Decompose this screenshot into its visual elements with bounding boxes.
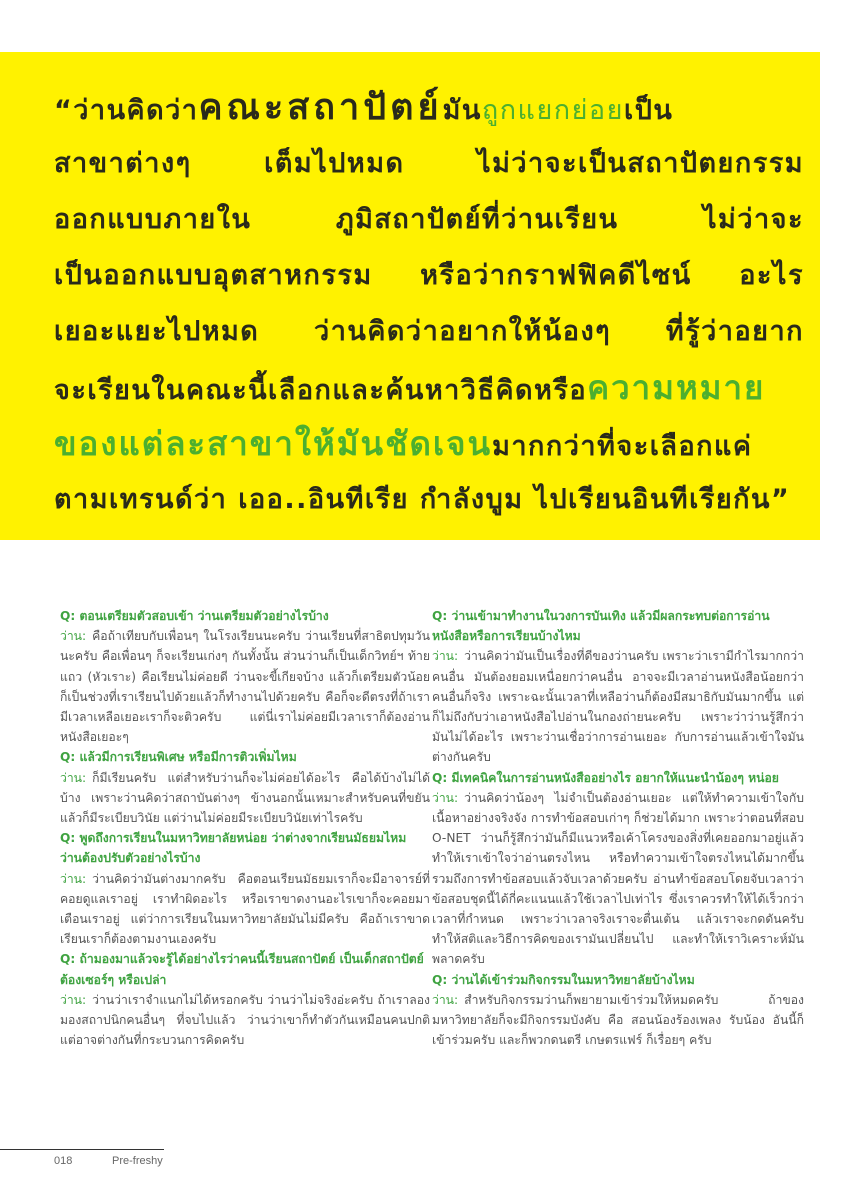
quote-segment: ออกแบบภายใน ภูมิสถาปัตย์ที่ว่านเรียน ไม่ว่าจะ xyxy=(54,204,804,235)
qa-answer xyxy=(432,788,804,970)
speaker-label: ว่าน: xyxy=(60,629,87,644)
qa-question: Q: ถ้ามองมาแล้วจะรู้ได้อย่างไรว่าคนนี้เรียนสถาปัตย์ เป็นเด็กสถาปัตย์ต้องเซอร์ๆ หรือเปล่า xyxy=(60,952,424,987)
speaker-label: ว่าน: xyxy=(60,992,87,1007)
pull-quote-line xyxy=(54,192,804,248)
quote-highlight: คณะสถาปัตย์ xyxy=(198,87,443,128)
quote-segment: “ว่านคิดว่า xyxy=(54,95,199,126)
qa-answer xyxy=(60,768,430,829)
qa-item xyxy=(60,828,430,949)
qa-item xyxy=(60,606,430,747)
qa-question: Q: แล้วมีการเรียนพิเศษ หรือมีการติวเพิ่มไหม xyxy=(60,750,297,765)
speaker-label: ว่าน: xyxy=(432,992,459,1007)
qa-answer xyxy=(60,869,430,950)
qa-question: Q: มีเทคนิคในการอ่านหนังสืออย่างไร อยากให้แนะนำน้องๆ หน่อย xyxy=(432,770,779,785)
speaker-label: ว่าน: xyxy=(432,790,459,805)
pull-quote-line xyxy=(54,304,804,360)
answer-text: ก็มีเรียนครับ แต่สำหรับว่านก็จะไม่ค่อยได้อะไร คือได้บ้างไม่ได้บ้าง เพราะว่านคิดว่าสถาบันต่างๆ ข้างนอกนั้นเหมาะสำหรับคนที่ขยันแล้วก็มีระเบียบวินัย แต่ว่านไม่ค่อยมีระเบียบวินัยเท่าไรครับ xyxy=(60,770,430,826)
qa-item xyxy=(60,949,430,1050)
answer-text: ว่านคิดว่ามันต่างมากครับ คือตอนเรียนมัธยมเราก็จะมีอาจารย์ที่คอยดูแลเราอยู่ เราทำผิดอะไร หรือเราขาดงานอะไรเขาก็จะคอยมาเตือนเราอยู่ แต่ว่าการเรียนในมหาวิทยาลัยมันไม่มีครับ คือถ้าเราขาดเรียนเราก็ต้องตามงานเองครับ xyxy=(60,871,430,947)
qa-answer xyxy=(60,626,430,747)
interview-column-left xyxy=(60,606,430,1050)
pull-quote-line xyxy=(54,360,804,416)
quote-segment: เป็น xyxy=(623,95,674,126)
pull-quote-line xyxy=(54,136,804,192)
magazine-name: Pre-freshy xyxy=(112,1155,163,1167)
quote-segment: จะเรียนในคณะนี้เลือกและค้นหาวิธีคิดหรือ xyxy=(54,375,588,406)
answer-text: คือถ้าเทียบกับเพื่อนๆ ในโรงเรียนนะครับ ว่านเรียนที่สาธิตปทุมวันนะครับ คือเพื่อนๆ ก็จะเรียนเก่งๆ กันทั้งนั้น ส่วนว่านก็เป็นเด็กวิทย์ฯ ท้ายแถว (หัวเราะ) คือเรียนไม่ค่อยดี ว่านจะขี้เกียจบ้าง แล้วก็เตรียมตัวน้อย ก็เป็นช่วงที่เราเรียนไปด้วยแล้วก็ทำงานไปด้วยครับ คือก็จะดีตรงที่ถ้าเรามีเวลาเหลือเยอะเราก็จะติวครับ แต่นี่เราไม่ค่อยมีเวลาเราก็ต้องอ่านหนังสือเยอะๆ xyxy=(60,629,430,745)
answer-text: สำหรับกิจกรรมว่านก็พยายามเข้าร่วมให้หมดครับ ถ้าของมหาวิทยาลัยก็จะมีกิจกรรมบังคับ คือ สอนน้องร้องเพลง รับน้อง อันนี้ก็เข้าร่วมครับ และก็พวกดนตรี เกษตรแฟร์ ก็เรื่อยๆ ครับ xyxy=(432,992,804,1048)
quote-segment: เยอะแยะไปหมด ว่านคิดว่าอยากให้น้องๆ ที่รู้ว่าอยาก xyxy=(54,316,804,347)
answer-text: ว่านคิดว่าน้องๆ ไม่จำเป็นต้องอ่านเยอะ แต่ให้ทำความเข้าใจกับเนื้อหาอย่างจริงจัง การทำข้อสอบเก่าๆ ก็ช่วยได้มาก เพราะว่าตอนที่สอบ O-NET ว่านก็รู้สึกว่ามันก็มีแนวหรือเค้าโครงของสิ่งที่เคยออกมาอยู่แล้ว ทำให้เราเข้าใจว่าอ่านตรงไหน หรือทำความเข้าใจตรงไหนได้มากขึ้น รวมถึงการทำข้อสอบแล้วจับเวลาด้วยครับ อ่านทำข้อสอบโดยจับเวลาว่าข้อสอบชุดนี้ได้กี่คะแนนแล้วใช้เวลาไปเท่าไร ซึ่งเราควรทำให้ได้เร็วกว่าเวลาที่กำหนด เพราะว่าเวลาจริงเราจะตื่นเต้น แล้วเราจะกดดันครับ ทำให้สติและวิธีการคิดของเรามันเปลี่ยนไป และทำให้เราวิเคราะห์มันพลาดครับ xyxy=(432,790,804,967)
answer-text: ว่านคิดว่ามันเป็นเรื่องที่ดีของว่านครับ เพราะว่าเรามีกำไรมากกว่าคนอื่น มันต้องยอมเหนื่อยกว่าคนอื่น อาจจะมีเวลาอ่านหนังสือน้อยกว่าคนอื่นก็จริง เพราะฉะนั้นเวลาที่เหลือว่านก็ต้องมีสมาธิกับมันมากขึ้น แต่ก็ไม่ถึงกับว่าเอาหนังสือไปอ่านในกองถ่ายนะครับ เพราะว่าว่านรู้สึกว่ามันไม่ได้อะไร เพราะว่านเชื่อว่าการอ่านเยอะ กับการอ่านแล้วเข้าใจมันต่างกันครับ xyxy=(432,649,804,765)
quote-segment: มากกว่าที่จะเลือกแค่ xyxy=(492,431,753,462)
pull-quote-text xyxy=(54,80,804,528)
quote-segment: มัน xyxy=(442,95,482,126)
pull-quote-line xyxy=(54,472,804,528)
speaker-label: ว่าน: xyxy=(432,649,459,664)
quote-highlight: ความหมาย xyxy=(587,368,766,407)
qa-question: Q: พูดถึงการเรียนในมหาวิทยาลัยหน่อย ว่าต่างจากเรียนมัธยมไหม ว่านต้องปรับตัวอย่างไรบ้าง xyxy=(60,831,407,866)
pull-quote-line xyxy=(54,416,804,472)
quote-segment: สาขาต่างๆ เต็มไปหมด ไม่ว่าจะเป็นสถาปัตยกรรม xyxy=(54,148,804,179)
qa-item xyxy=(432,606,804,768)
pull-quote-line xyxy=(54,80,804,136)
qa-answer xyxy=(432,646,804,767)
qa-question: Q: ว่านเข้ามาทำงานในวงการบันเทิง แล้วมีผลกระทบต่อการอ่านหนังสือหรือการเรียนบ้างไหม xyxy=(432,609,770,644)
qa-item xyxy=(432,970,804,1051)
interview-column-right xyxy=(432,606,804,1050)
qa-item xyxy=(60,747,430,828)
footer-divider xyxy=(0,1149,164,1150)
quote-highlight: ของแต่ละสาขาให้มันชัดเจน xyxy=(54,424,493,463)
speaker-label: ว่าน: xyxy=(60,871,87,886)
quote-segment: ตามเทรนด์ว่า เออ..อินทีเรีย กำลังบูม ไปเรียนอินทีเรียกัน” xyxy=(54,484,791,515)
qa-question: Q: ว่านได้เข้าร่วมกิจกรรมในมหาวิทยาลัยบ้างไหม xyxy=(432,972,695,987)
answer-text: ว่านว่าเราจำแนกไม่ได้หรอกครับ ว่านว่าไม่จริงอ่ะครับ ถ้าเราลองมองสถาปนิกคนอื่นๆ ที่จบไปแล้ว ว่านว่าเขาก็ทำตัวกันเหมือนคนปกติ แต่อาจต่างกันที่กระบวนการคิดครับ xyxy=(60,992,430,1048)
quote-segment: เป็นออกแบบอุตสาหกรรม หรือว่ากราฟฟิคดีไซน์ อะไร xyxy=(54,260,804,291)
qa-answer xyxy=(60,990,430,1051)
speaker-label: ว่าน: xyxy=(60,770,87,785)
qa-question: Q: ตอนเตรียมตัวสอบเข้า ว่านเตรียมตัวอย่างไรบ้าง xyxy=(60,609,329,623)
qa-item xyxy=(432,768,804,970)
pull-quote-line xyxy=(54,248,804,304)
qa-answer xyxy=(432,990,804,1051)
page-number: 018 xyxy=(54,1155,73,1167)
quote-highlight: ถูกแยกย่อย xyxy=(481,95,624,126)
